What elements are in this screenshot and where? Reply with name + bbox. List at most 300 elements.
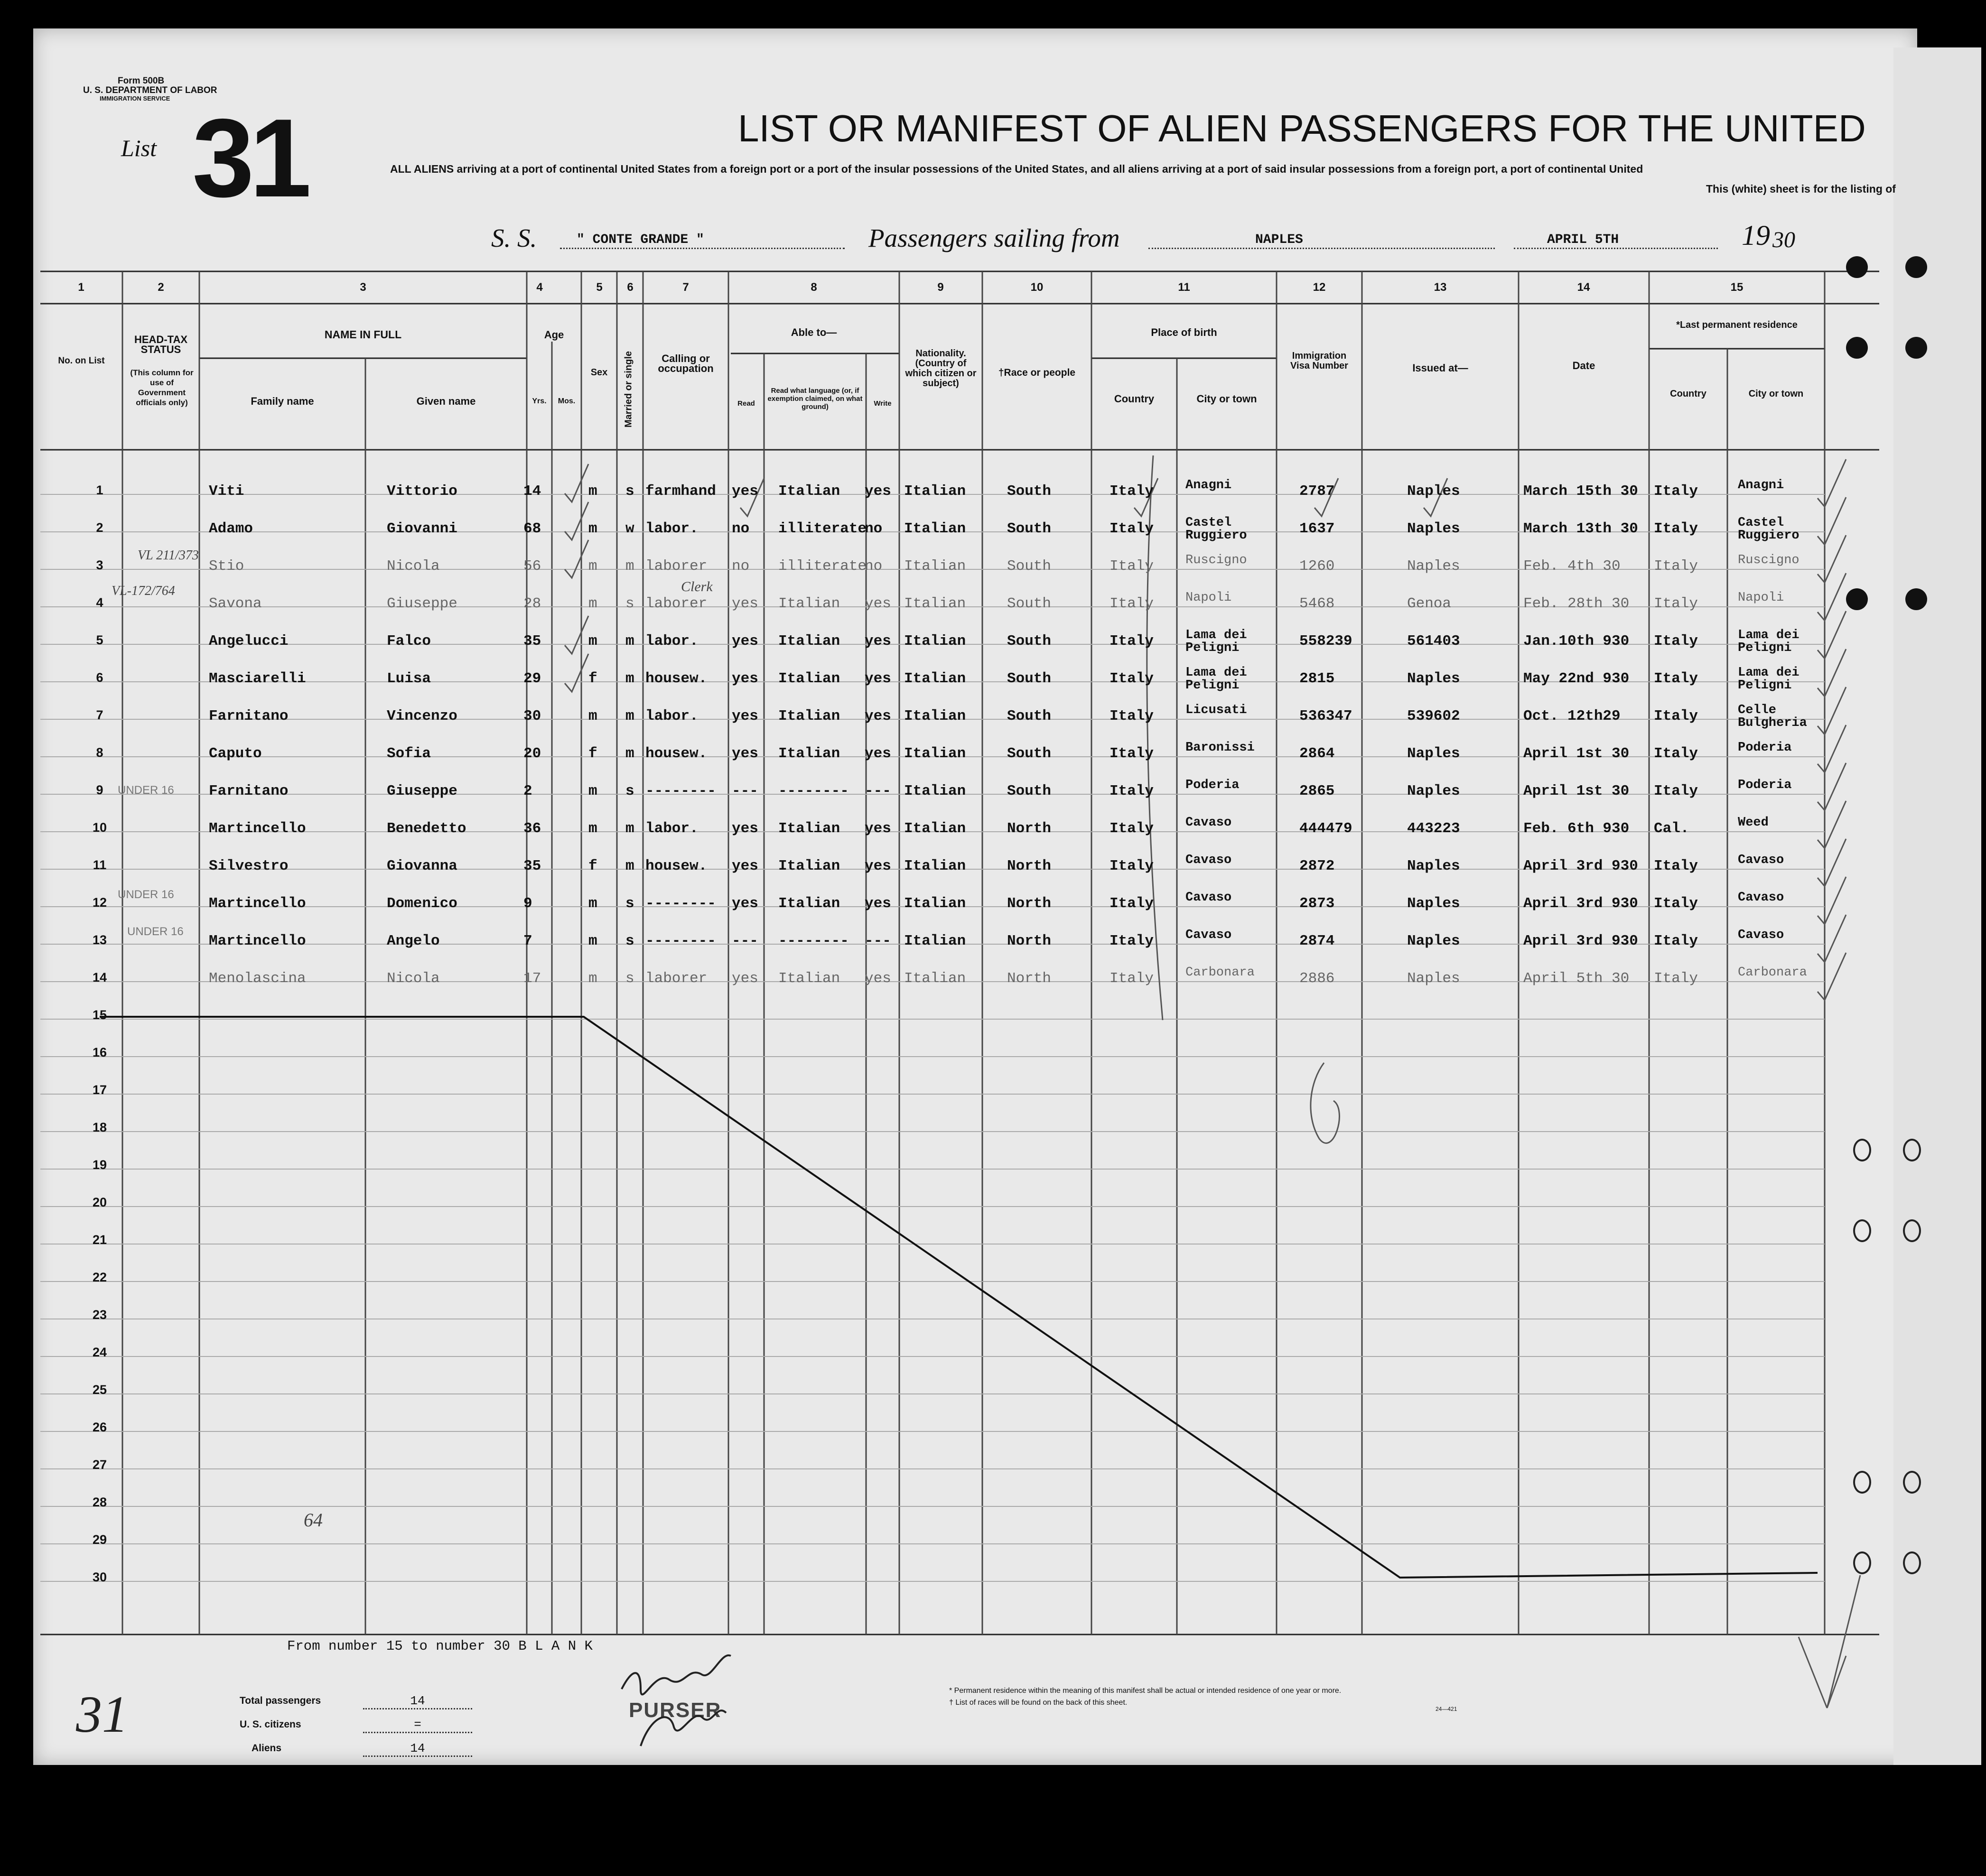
form-number: Form 500B [118,76,165,86]
aliens-line [363,1755,472,1757]
hdr-sex: Sex [590,367,608,378]
residence-city-cell: Weed [1738,816,1769,830]
column-number: 2 [158,281,164,294]
race-cell: North [1007,858,1052,874]
visa-date-cell: Feb. 4th 30 [1523,558,1621,575]
residence-city-cell: Cavaso [1738,853,1784,867]
row-number: 1 [96,483,103,497]
marital-status-cell: m [625,633,634,650]
visa-number-cell: 536347 [1299,708,1352,724]
punch-hole [1903,1219,1921,1242]
blank-row-number: 21 [92,1233,107,1247]
visa-number-cell: 1260 [1299,558,1335,575]
can-read-cell: yes [732,970,758,987]
age-years-cell: 7 [523,933,532,949]
nationality-cell: Italian [904,745,966,762]
birth-country-cell: Italy [1110,670,1154,687]
given-name-cell: Angelo [387,933,440,949]
can-read-cell: yes [732,895,758,912]
year-suffix: 30 [1772,227,1795,252]
blank-row-number: 26 [92,1420,107,1434]
given-name-cell: Falco [387,633,431,650]
blank-row-number: 25 [92,1383,107,1397]
footnote-races: † List of races will be found on the back of this sheet. [949,1699,1128,1707]
residence-city-cell: Lama dei Peligni [1738,666,1800,693]
read-language-cell: Italian [778,670,840,687]
aliens-label: Aliens [252,1743,282,1754]
marital-status-cell: s [625,970,634,987]
birth-city-cell: Anagni [1185,478,1232,492]
read-language-cell: Italian [778,633,840,650]
issued-at-cell: Naples [1407,895,1460,912]
occupation-cell: housew. [645,858,708,874]
visa-number-cell: 444479 [1299,820,1352,837]
punch-hole [1905,588,1927,610]
given-name-cell: Domenico [387,895,457,912]
blank-row-number: 17 [92,1083,107,1097]
nationality-cell: Italian [904,595,966,612]
row-number: 5 [96,633,103,647]
column-number: 13 [1434,281,1447,294]
sex-cell: m [588,595,597,612]
hdr-visa-date: Date [1572,360,1595,371]
can-write-cell: no [865,520,883,537]
age-years-cell: 56 [523,558,541,575]
total-line [363,1708,472,1709]
given-name-cell: Vittorio [387,483,457,500]
column-number: 9 [937,281,944,294]
race-cell: North [1007,895,1052,912]
read-language-cell: Italian [778,970,840,987]
visa-date-cell: Jan.10th 930 [1523,633,1630,650]
hdr-last-residence: *Last permanent residence [1676,320,1798,330]
can-write-cell: yes [865,895,891,912]
total-passengers-label: Total passengers [240,1695,321,1706]
us-citizens-label: U. S. citizens [240,1719,301,1730]
visa-date-cell: April 5th 30 [1523,970,1630,987]
row-number: 9 [96,783,103,797]
family-name-cell: Farnitano [209,708,289,724]
residence-country-cell: Italy [1654,558,1698,575]
purser-stamp: PURSER [629,1699,722,1722]
can-write-cell: yes [865,483,891,500]
column-number: 1 [78,281,84,294]
birth-country-cell: Italy [1110,595,1154,612]
occupation-cell: farmhand [645,483,716,500]
age-years-cell: 17 [523,970,541,987]
family-name-cell: Martincello [209,933,306,949]
sex-cell: m [588,633,597,650]
sailing-label: Passengers sailing from [868,223,1120,252]
read-language-cell: Italian [778,820,840,837]
visa-date-cell: Feb. 28th 30 [1523,595,1630,612]
family-name-cell: Martincello [209,895,306,912]
residence-country-cell: Italy [1654,783,1698,799]
blank-row-number: 24 [92,1345,107,1359]
issued-at-cell: Naples [1407,933,1460,949]
issued-at-cell: Naples [1407,483,1460,500]
issued-at-cell: Naples [1407,745,1460,762]
hdr-issued-at: Issued at— [1412,362,1468,374]
race-cell: South [1007,558,1052,575]
birth-country-cell: Italy [1110,558,1154,575]
given-name-cell: Giovanna [387,858,457,874]
age-years-cell: 9 [523,895,532,912]
race-cell: North [1007,820,1052,837]
hdr-birth-city: City or town [1196,393,1257,405]
port-name: NAPLES [1255,232,1303,247]
can-write-cell: yes [865,633,891,650]
punch-hole [1846,337,1868,359]
sex-cell: m [588,895,597,912]
visa-number-cell: 1637 [1299,520,1335,537]
birth-city-cell: Castel Ruggiero [1185,516,1247,543]
marital-status-cell: s [625,933,634,949]
hdr-calling: Calling or occupation [658,353,714,374]
given-name-cell: Benedetto [387,820,466,837]
nationality-cell: Italian [904,633,966,650]
issued-at-cell: Naples [1407,783,1460,799]
hdr-given-name: Given name [416,395,476,407]
birth-country-cell: Italy [1110,858,1154,874]
race-cell: South [1007,745,1052,762]
row-number: 2 [96,520,103,535]
hdr-nationality: Nationality. (Country of which citizen or subject) [905,348,977,389]
residence-country-cell: Italy [1654,670,1698,687]
sex-cell: f [588,670,597,687]
residence-country-cell: Italy [1654,858,1698,874]
birth-city-cell: Cavaso [1185,891,1232,905]
visa-number-cell: 2886 [1299,970,1335,987]
column-number: 4 [536,281,543,294]
blank-row-number: 19 [92,1158,107,1172]
residence-city-cell: Napoli [1738,591,1784,605]
can-read-cell: yes [732,820,758,837]
can-write-cell: --- [865,783,891,799]
row-number: 10 [92,820,107,835]
hdr-race: †Race or people [998,367,1076,378]
total-passengers-value: 14 [410,1694,425,1708]
row-number: 14 [92,970,107,984]
can-write-cell: --- [865,933,891,949]
hdr-res-city: City or town [1748,389,1804,399]
age-years-cell: 28 [523,595,541,612]
race-cell: South [1007,483,1052,500]
birth-city-cell: Carbonara [1185,966,1255,980]
print-code: 24—421 [1436,1706,1457,1712]
blank-row-number: 20 [92,1195,107,1209]
occupation-cell: -------- [645,933,716,949]
can-read-cell: yes [732,708,758,724]
given-name-cell: Giuseppe [387,595,457,612]
hdr-age: Age [544,329,564,341]
hdr-visa-number: Immigration Visa Number [1290,351,1348,371]
family-name-cell: Martincello [209,820,306,837]
residence-city-cell: Lama dei Peligni [1738,628,1800,655]
visa-number-cell: 2872 [1299,858,1335,874]
given-name-cell: Nicola [387,558,440,575]
visa-date-cell: March 15th 30 [1523,483,1638,500]
punch-hole [1905,256,1927,278]
blank-row-number: 27 [92,1458,107,1472]
birth-city-cell: Ruscigno [1185,553,1247,567]
under16-stamp-9: UNDER 16 [118,784,174,797]
visa-date-cell: April 1st 30 [1523,783,1630,799]
purser-signature [612,1651,764,1765]
age-years-cell: 14 [523,483,541,500]
occupation-cell: laborer [645,595,708,612]
mark-64: 64 [304,1509,323,1531]
row-number: 11 [93,858,107,872]
birth-country-cell: Italy [1110,933,1154,949]
hdr-read-language: Read what language (or, if exemption claimed, on what ground) [767,387,863,411]
residence-city-cell: Castel Ruggiero [1738,516,1800,543]
issued-at-cell: Naples [1407,670,1460,687]
birth-city-cell: Poderia [1185,778,1240,792]
residence-country-cell: Italy [1654,933,1698,949]
birth-country-cell: Italy [1110,820,1154,837]
residence-city-cell: Poderia [1738,778,1792,792]
issued-at-cell: 561403 [1407,633,1460,650]
birth-city-cell: Cavaso [1185,928,1232,942]
read-language-cell: illiterate [778,520,867,537]
residence-country-cell: Italy [1654,745,1698,762]
punch-hole [1903,1471,1921,1494]
hdr-res-country: Country [1670,389,1706,399]
nationality-cell: Italian [904,933,966,949]
occupation-cell: -------- [645,783,716,799]
hdr-married: Married or single [623,351,634,428]
sex-cell: m [588,483,597,500]
visa-date-cell: Feb. 6th 930 [1523,820,1630,837]
column-number: 12 [1313,281,1326,294]
race-cell: South [1007,670,1052,687]
under16-stamp-12: UNDER 16 [118,888,174,901]
can-read-cell: yes [732,633,758,650]
read-language-cell: Italian [778,708,840,724]
column-number: 10 [1030,281,1044,294]
nationality-cell: Italian [904,483,966,500]
column-number: 6 [627,281,634,294]
given-name-cell: Vincenzo [387,708,457,724]
blank-row-number: 15 [92,1008,107,1022]
nationality-cell: Italian [904,970,966,987]
residence-country-cell: Italy [1654,595,1698,612]
residence-city-cell: Cavaso [1738,928,1784,942]
sex-cell: f [588,858,597,874]
occupation-cell: -------- [645,895,716,912]
row-number: 13 [92,933,107,947]
sex-cell: m [588,783,597,799]
race-cell: South [1007,783,1052,799]
ship-name: " CONTE GRANDE " [577,232,704,247]
ss-label: S. S. [491,223,537,252]
issued-at-cell: Naples [1407,858,1460,874]
punch-hole [1905,337,1927,359]
residence-country-cell: Italy [1654,895,1698,912]
birth-country-cell: Italy [1110,745,1154,762]
family-name-cell: Menolascina [209,970,306,987]
blank-row-number: 28 [92,1495,107,1509]
residence-city-cell: Carbonara [1738,966,1807,980]
department-label: U. S. DEPARTMENT OF LABOR [83,85,217,95]
punch-hole [1853,1471,1871,1494]
residence-country-cell: Cal. [1654,820,1689,837]
race-cell: South [1007,520,1052,537]
row-number: 4 [96,595,103,610]
birth-city-cell: Cavaso [1185,816,1232,830]
visa-number-cell: 2815 [1299,670,1335,687]
nationality-cell: Italian [904,895,966,912]
hdr-yrs: Yrs. [532,397,547,405]
occupation-cell: laborer [645,558,708,575]
can-read-cell: yes [732,745,758,762]
hdr-head-tax-note: (This column for use of Government officials only) [130,368,194,407]
read-language-cell: Italian [778,858,840,874]
occupation-cell: labor. [645,520,699,537]
issued-at-cell: 443223 [1407,820,1460,837]
can-write-cell: yes [865,708,891,724]
occupation-cell: laborer [645,970,708,987]
nationality-cell: Italian [904,670,966,687]
nationality-cell: Italian [904,708,966,724]
year-prefix: 19 [1742,220,1770,251]
column-number: 8 [811,281,817,294]
age-years-cell: 35 [523,633,541,650]
residence-country-cell: Italy [1654,520,1698,537]
can-write-cell: yes [865,670,891,687]
blank-row-number: 22 [92,1270,107,1284]
birth-city-cell: Lama dei Peligni [1185,628,1247,655]
nationality-cell: Italian [904,558,966,575]
residence-city-cell: Anagni [1738,478,1784,492]
column-number: 15 [1730,281,1744,294]
head-tax-annotation-3: VL 211/373 [138,548,199,563]
age-years-cell: 36 [523,820,541,837]
family-name-cell: Masciarelli [209,670,306,687]
residence-country-cell: Italy [1654,708,1698,724]
visa-date-cell: Oct. 12th29 [1523,708,1621,724]
issued-at-cell: 539602 [1407,708,1460,724]
hdr-birth-country: Country [1114,393,1155,405]
nationality-cell: Italian [904,520,966,537]
visa-date-cell: April 3rd 930 [1523,895,1638,912]
blank-row-number: 16 [92,1045,107,1059]
can-read-cell: yes [732,595,758,612]
family-name-cell: Savona [209,595,262,612]
race-cell: South [1007,595,1052,612]
hdr-mos: Mos. [558,397,576,405]
us-citizens-value: = [414,1718,421,1732]
hdr-name-in-full: NAME IN FULL [324,328,402,341]
visa-number-cell: 5468 [1299,595,1335,612]
occupation-cell: labor. [645,820,699,837]
can-read-cell: yes [732,670,758,687]
read-language-cell: -------- [778,933,849,949]
can-read-cell: yes [732,858,758,874]
hdr-place-of-birth: Place of birth [1151,326,1217,338]
race-cell: North [1007,970,1052,987]
sex-cell: f [588,745,597,762]
birth-country-cell: Italy [1110,483,1154,500]
can-write-cell: yes [865,820,891,837]
sailing-date: APRIL 5TH [1547,232,1619,247]
age-years-cell: 30 [523,708,541,724]
given-name-cell: Sofia [387,745,431,762]
given-name-cell: Luisa [387,670,431,687]
can-write-cell: yes [865,595,891,612]
family-name-cell: Viti [209,483,244,500]
hdr-head-tax: HEAD-TAX STATUS [134,334,188,355]
can-read-cell: yes [732,483,758,500]
marital-status-cell: s [625,783,634,799]
blank-row-number: 23 [92,1308,107,1322]
marital-status-cell: s [625,595,634,612]
citizens-line [363,1732,472,1733]
marital-status-cell: m [625,558,634,575]
list-label: List [121,135,157,161]
family-name-cell: Stio [209,558,244,575]
blank-row-number: 29 [92,1532,107,1547]
can-read-cell: --- [732,783,758,799]
clerk-annotation: Clerk [681,579,713,594]
issued-at-cell: Genoa [1407,595,1452,612]
family-name-cell: Caputo [209,745,262,762]
visa-number-cell: 2873 [1299,895,1335,912]
can-write-cell: no [865,558,883,575]
marital-status-cell: m [625,820,634,837]
visa-date-cell: May 22nd 930 [1523,670,1630,687]
visa-date-cell: April 3rd 930 [1523,933,1638,949]
blank-row-number: 30 [92,1570,107,1584]
marital-status-cell: m [625,708,634,724]
column-number: 3 [360,281,366,294]
sex-cell: m [588,933,597,949]
given-name-cell: Giovanni [387,520,457,537]
can-read-cell: no [732,558,750,575]
sex-cell: m [588,558,597,575]
age-years-cell: 29 [523,670,541,687]
residence-country-cell: Italy [1654,633,1698,650]
birth-country-cell: Italy [1110,783,1154,799]
birth-country-cell: Italy [1110,895,1154,912]
residence-country-cell: Italy [1654,483,1698,500]
service-label: IMMIGRATION SERVICE [100,95,170,102]
marital-status-cell: w [625,520,634,537]
punch-hole [1853,1551,1871,1574]
marital-status-cell: s [625,895,634,912]
visa-number-cell: 2864 [1299,745,1335,762]
column-number: 14 [1577,281,1590,294]
punch-hole [1853,1219,1871,1242]
footnote-residence: * Permanent residence within the meaning of this manifest shall be actual or intended residence of one year or more. [949,1687,1342,1695]
blank-row-number: 18 [92,1120,107,1134]
aliens-value: 14 [410,1741,425,1755]
birth-city-cell: Napoli [1185,591,1232,605]
manifest-title: LIST OR MANIFEST OF ALIEN PASSENGERS FOR THE UNITED [738,107,1866,149]
read-language-cell: Italian [778,745,840,762]
can-read-cell: no [732,520,750,537]
column-number: 11 [1178,281,1190,294]
birth-city-cell: Lama dei Peligni [1185,666,1247,693]
issued-at-cell: Naples [1407,558,1460,575]
corner-list-number: 31 [76,1685,128,1743]
list-number: 31 [192,95,307,220]
hdr-read: Read [737,399,755,408]
can-write-cell: yes [865,858,891,874]
birth-country-cell: Italy [1110,633,1154,650]
nationality-cell: Italian [904,783,966,799]
